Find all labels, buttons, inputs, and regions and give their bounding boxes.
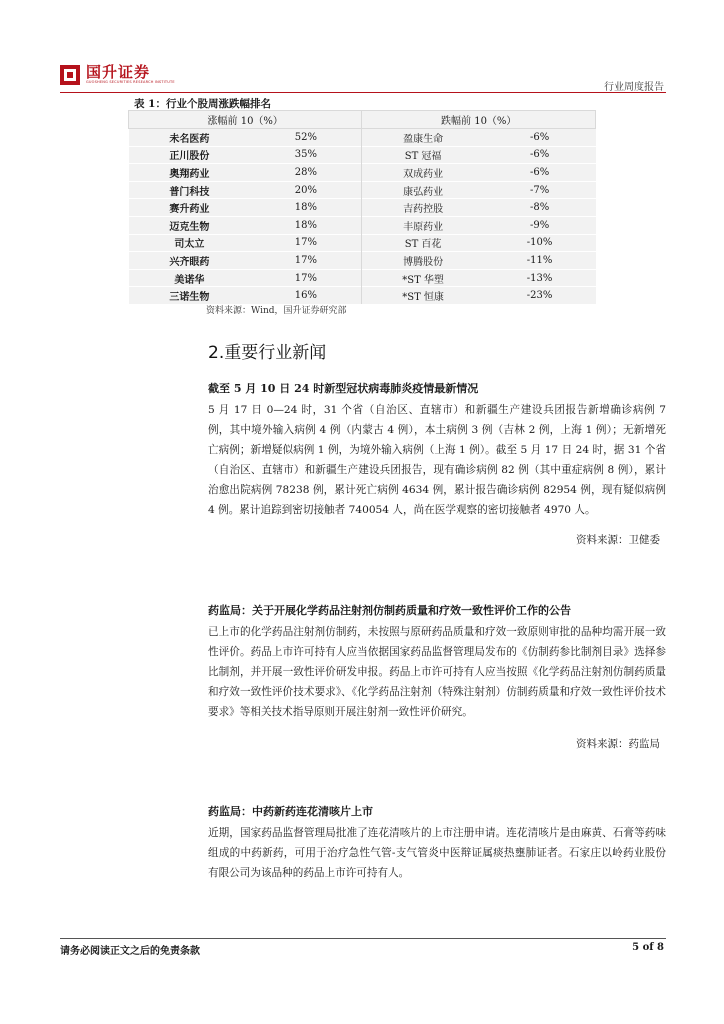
down-stock-name: 双成药业 [362,164,484,182]
table-row [129,129,596,147]
up-stock-name: 普门科技 [129,181,251,199]
table-caption: 表 1：行业个股周涨跌幅排名 [134,98,271,110]
up-stock-name: 赛升药业 [129,199,251,217]
report-type: 行业周度报告 [604,82,664,93]
down-stock-name: 康弘药业 [362,181,484,199]
header-divider [60,92,666,93]
up-stock-pct: 52% [250,129,362,147]
down-stock-pct: -7% [484,181,596,199]
brand-logo [60,64,175,85]
up-stock-name: 正川股份 [129,146,251,164]
news-body: 近期，国家药品监督管理局批准了连花清咳片的上市注册申请。连花清咳片是由麻黄、石膏等药味组成的中药新药，可用于治疗急性气管-支气管炎中医辩证属痰热壅肺证者。石家庄以岭药业股份有限公司为该品种的药品上市许可持有人。 [208,827,666,879]
down-stock-pct: -23% [484,287,596,305]
down-stock-name: 吉药控股 [362,199,484,217]
table-row [129,181,596,199]
up-stock-pct: 28% [250,164,362,182]
down-stock-pct: -6% [484,129,596,147]
news-item [208,380,666,547]
up-stock-pct: 17% [250,269,362,287]
news-item [208,803,666,883]
table-header-row [129,111,596,129]
table-row [129,234,596,252]
footer-divider [60,938,666,939]
news-body: 已上市的化学药品注射剂仿制药，未按照与原研药品质量和疗效一致原则审批的品种均需开展一致性评价。药品上市许可持有人应当依据国家药品监督管理局发布的《仿制药参比制剂目录》选择参比制剂，并开展一致性评价研发申报。药品上市许可持有人应当按照《化学药品注射剂仿制药质量和疗效一致性评价技术要求》、《化学药品注射剂（特殊注射剂）仿制药质量和疗效一致性评价技术要求》等相关技术指导原则开展注射剂一致性评价研究。 [208,626,666,718]
down-stock-pct: -6% [484,164,596,182]
down-stock-pct: -6% [484,146,596,164]
up-stock-pct: 16% [250,287,362,305]
up-stock-name: 美诺华 [129,269,251,287]
up-stock-name: 未名医药 [129,129,251,147]
brand-subtitle: GUOSHENG SECURITIES RESEARCH INSTITUTE [86,80,175,84]
table-row [129,216,596,234]
up-stock-pct: 18% [250,216,362,234]
down-stock-name: *ST 恒康 [362,287,484,305]
news-title: 截至 5 月 10 日 24 时新型冠状病毒肺炎疫情最新情况 [208,382,479,395]
up-stock-name: 三诺生物 [129,287,251,305]
section-title: 2.重要行业新闻 [208,343,327,363]
table-row [129,199,596,217]
table-row [129,164,596,182]
page-number: 5 of 8 [632,942,664,953]
news-source: 资料来源：卫健委 [576,534,660,546]
down-stock-name: ST 冠福 [362,146,484,164]
down-stock-pct: -11% [484,252,596,270]
news-body: 5 月 17 日 0—24 时，31 个省（自治区、直辖市）和新疆生产建设兵团报告新增确诊病例 7 例，其中境外输入病例 4 例（内蒙古 4 例），本土病例 3 例（吉林 2 例，上海 1 例）；无新增死亡病例；新增疑似病例 1 例，为境外输入病例（上海 1 例）。截至 5 月 17 日 24 时，据 31 个省（自治区、直辖市）和新疆生产建设兵团报告，现有确诊病例 82 例（其中重症病例 8 例），累计治愈出院病例 78238 例，累计死亡病例 4634 例，累计报告确诊病例 82954 例，现有疑似病例 4 例。累计追踪到密切接触者 740054 人，尚在医学观察的密切接触者 4970 人。 [208,404,666,516]
col-header-down: 跌幅前 10（%） [362,111,596,129]
rank-table [128,110,596,304]
news-title: 药监局：中药新药连花清咳片上市 [208,805,373,818]
up-stock-pct: 18% [250,199,362,217]
table-row [129,146,596,164]
brand-name: 国升证券 [86,63,151,81]
up-stock-name: 兴齐眼药 [129,252,251,270]
table-source: 资料来源：Wind，国升证券研究部 [206,306,347,316]
col-header-up: 涨幅前 10（%） [129,111,362,129]
news-item [208,602,666,751]
up-stock-pct: 17% [250,252,362,270]
footer-disclaimer: 请务必阅读正文之后的免责条款 [60,946,200,957]
down-stock-name: *ST 华塑 [362,269,484,287]
news-source: 资料来源：药监局 [576,738,660,750]
table-row [129,287,596,305]
up-stock-pct: 17% [250,234,362,252]
down-stock-name: 丰原药业 [362,216,484,234]
brand-mark-icon [60,65,80,85]
up-stock-name: 迈克生物 [129,216,251,234]
rank-table-container [128,110,596,304]
up-stock-name: 奥翔药业 [129,164,251,182]
down-stock-pct: -8% [484,199,596,217]
down-stock-name: 盈康生命 [362,129,484,147]
down-stock-name: 博腾股份 [362,252,484,270]
down-stock-pct: -9% [484,216,596,234]
table-body [129,129,596,305]
table-row [129,269,596,287]
up-stock-pct: 35% [250,146,362,164]
down-stock-pct: -10% [484,234,596,252]
up-stock-pct: 20% [250,181,362,199]
news-title: 药监局：关于开展化学药品注射剂仿制药质量和疗效一致性评价工作的公告 [208,604,571,617]
table-row [129,252,596,270]
down-stock-pct: -13% [484,269,596,287]
up-stock-name: 司太立 [129,234,251,252]
down-stock-name: ST 百花 [362,234,484,252]
